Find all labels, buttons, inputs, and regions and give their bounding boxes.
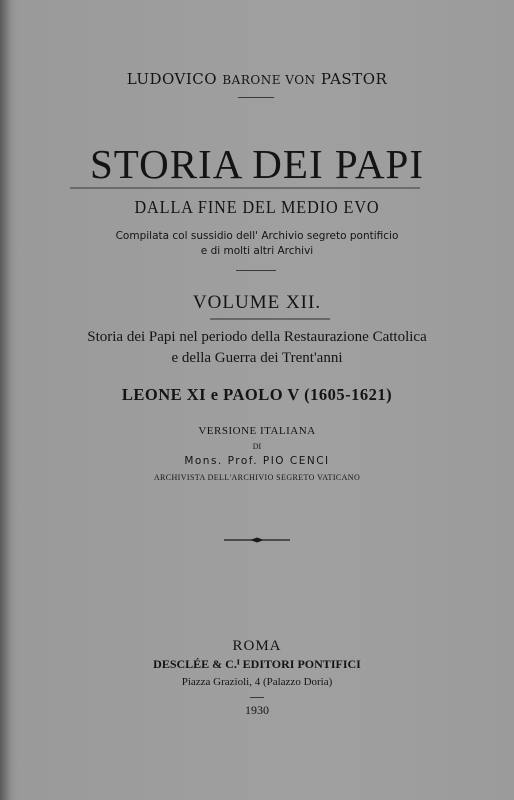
- section-rule: [236, 270, 276, 271]
- volume-description-line1: Storia dei Papi nel periodo della Restaurazione Cattolica: [87, 329, 427, 345]
- author-rule: [238, 97, 274, 98]
- author-last-name: PASTOR: [320, 70, 388, 88]
- volume-number: VOLUME XII.: [192, 292, 322, 313]
- volume-popes: LEONE XI e PAOLO V (1605-1621): [121, 385, 393, 404]
- version-label: VERSIONE ITALIANA: [198, 425, 316, 437]
- compilation-note-line1: Compilata col sussidio dell' Archivio segreto pontificio: [115, 230, 399, 242]
- publisher-address: Piazza Grazioli, 4 (Palazzo Doria): [181, 676, 333, 688]
- book-subtitle: DALLA FINE DEL MEDIO EVO: [134, 197, 380, 217]
- publication-city: ROMA: [232, 638, 282, 654]
- author-middle-name: BARONE VON: [222, 73, 316, 87]
- year-rule: [250, 697, 264, 698]
- ornament-dash-icon: [222, 536, 292, 544]
- by-label: DI: [252, 442, 262, 451]
- title-underline: [70, 187, 420, 189]
- compilation-note-line2: e di molti altri Archivi: [200, 245, 314, 257]
- volume-description-line2: e della Guerra dei Trent'anni: [171, 350, 343, 366]
- volume-underline: [210, 318, 330, 320]
- publisher-name: DESCLÉE & C.ᴵ EDITORI PONTIFICI: [153, 657, 361, 671]
- translator-role: ARCHIVISTA DELL'ARCHIVIO SEGRETO VATICANO: [153, 473, 361, 482]
- translator-name: Mons. Prof. PIO CENCI: [184, 455, 330, 467]
- author-line: [0, 70, 514, 88]
- author-first-name: LUDOVICO: [126, 70, 218, 88]
- publication-year: 1930: [245, 703, 269, 717]
- book-title: STORIA DEI PAPI: [90, 141, 424, 187]
